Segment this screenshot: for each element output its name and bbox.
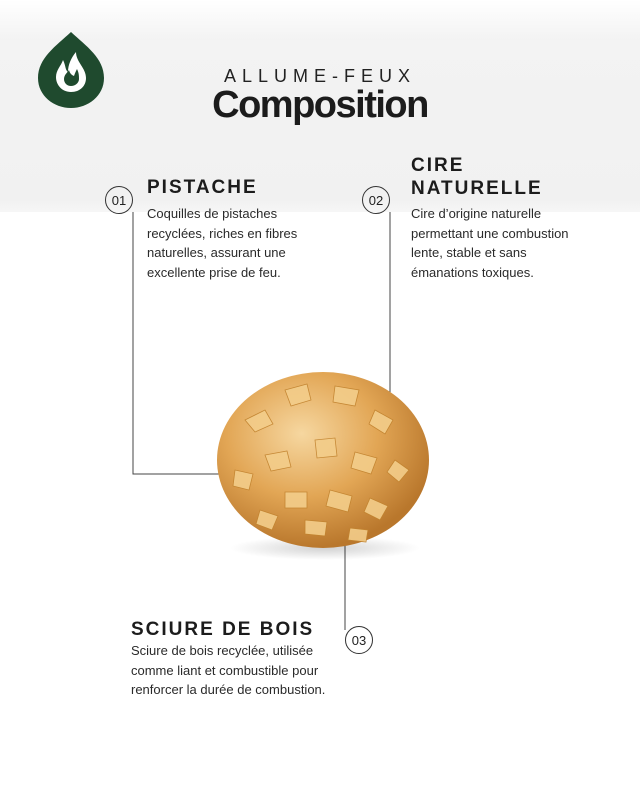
item-description-cire-naturelle: Cire d’origine naturelle permettant une combustion lente, stable et sans émanations toxiques. — [411, 206, 569, 280]
item-heading-line-2: NATURELLE — [411, 178, 543, 200]
item-heading-pistache: PISTACHE — [147, 177, 258, 198]
page-title: Composition — [212, 84, 428, 126]
item-heading-cire-naturelle — [411, 154, 543, 200]
item-number-03: 03 — [345, 626, 373, 654]
item-heading-line-1: CIRE — [411, 155, 465, 176]
item-description-sciure-de-bois: Sciure de bois recyclée, utilisée comme liant et combustible pour renforcer la durée de combustion. — [131, 643, 326, 697]
item-heading-sciure-de-bois: SCIURE DE BOIS — [131, 619, 315, 640]
item-number-02: 02 — [362, 186, 390, 214]
firestarter-ball-image — [205, 360, 445, 570]
item-description-pistache: Coquilles de pistaches recyclées, riches en fibres naturelles, assurant une excellente prise de feu. — [147, 206, 298, 280]
eyebrow-label: ALLUME-FEUX — [223, 66, 417, 86]
item-number-01: 01 — [105, 186, 133, 214]
